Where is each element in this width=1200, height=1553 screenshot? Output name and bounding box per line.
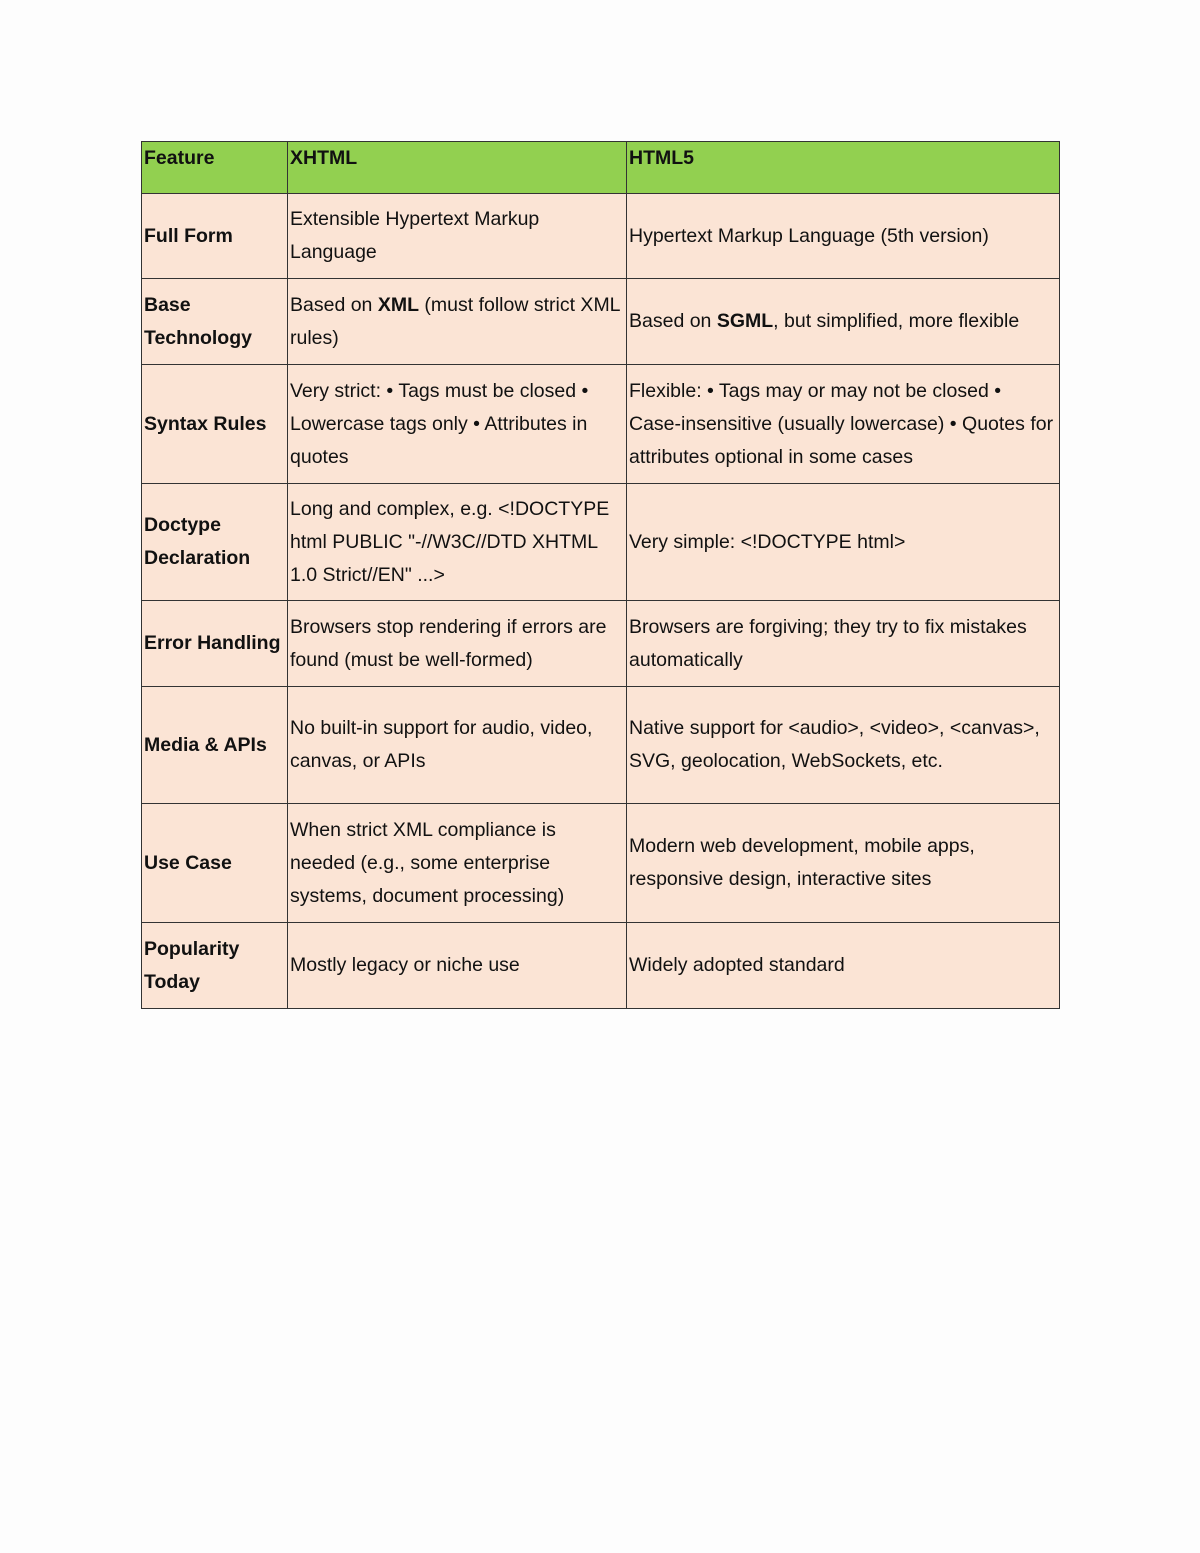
feature-cell: Error Handling xyxy=(142,601,288,687)
header-cell-html5: HTML5 xyxy=(627,142,1060,194)
html5-cell: Very simple: <!DOCTYPE html> xyxy=(627,484,1060,601)
feature-cell: Syntax Rules xyxy=(142,365,288,484)
html5-cell: Browsers are forgiving; they try to fix mistakes automatically xyxy=(627,601,1060,687)
xhtml-cell: No built-in support for audio, video, canvas, or APIs xyxy=(288,687,627,804)
html5-cell: Flexible: • Tags may or may not be closed • Case-insensitive (usually lowercase) • Quotes for attributes optional in some cases xyxy=(627,365,1060,484)
table-header-row xyxy=(142,142,1060,194)
html5-cell: Modern web development, mobile apps, responsive design, interactive sites xyxy=(627,804,1060,923)
feature-cell: Full Form xyxy=(142,194,288,279)
html5-text-post: , but simplified, more flexible xyxy=(773,310,1020,332)
header-cell-xhtml: XHTML xyxy=(288,142,627,194)
feature-cell: Doctype Declaration xyxy=(142,484,288,601)
xhtml-text-post: (must follow strict XML rules) xyxy=(290,293,620,349)
table-row xyxy=(142,923,1060,1009)
table-row xyxy=(142,687,1060,804)
html5-text-pre: Based on xyxy=(629,310,717,332)
html5-cell: Native support for <audio>, <video>, <canvas>, SVG, geolocation, WebSockets, etc. xyxy=(627,687,1060,804)
comparison-table xyxy=(141,141,1060,1009)
html5-keyword: SGML xyxy=(716,310,774,332)
feature-cell: Media & APIs xyxy=(142,687,288,804)
header-cell-feature: Feature xyxy=(142,142,288,194)
html5-cell: Hypertext Markup Language (5th version) xyxy=(627,194,1060,279)
feature-cell: Use Case xyxy=(142,804,288,923)
table-row xyxy=(142,365,1060,484)
xhtml-cell: When strict XML compliance is needed (e.g., some enterprise systems, document processing) xyxy=(288,804,627,923)
feature-cell: Popularity Today xyxy=(142,923,288,1009)
xhtml-cell: Very strict: • Tags must be closed • Lowercase tags only • Attributes in quotes xyxy=(288,365,627,484)
document-page xyxy=(141,141,1060,1009)
xhtml-keyword: XML xyxy=(377,293,419,316)
table-row xyxy=(142,194,1060,279)
table-row xyxy=(142,601,1060,687)
table-row xyxy=(142,279,1060,365)
xhtml-cell: Browsers stop rendering if errors are found (must be well-formed) xyxy=(288,601,627,687)
xhtml-cell: Extensible Hypertext Markup Language xyxy=(288,194,627,279)
html5-cell xyxy=(627,279,1060,365)
feature-cell: Base Technology xyxy=(142,279,288,365)
xhtml-cell: Long and complex, e.g. <!DOCTYPE html PUBLIC "-//W3C//DTD XHTML 1.0 Strict//EN" ...> xyxy=(288,484,627,601)
table-row xyxy=(142,484,1060,601)
html5-cell: Widely adopted standard xyxy=(627,923,1060,1009)
table-row xyxy=(142,804,1060,923)
xhtml-text-pre: Based on xyxy=(290,293,378,316)
xhtml-cell: Mostly legacy or niche use xyxy=(288,923,627,1009)
xhtml-cell xyxy=(288,279,627,365)
